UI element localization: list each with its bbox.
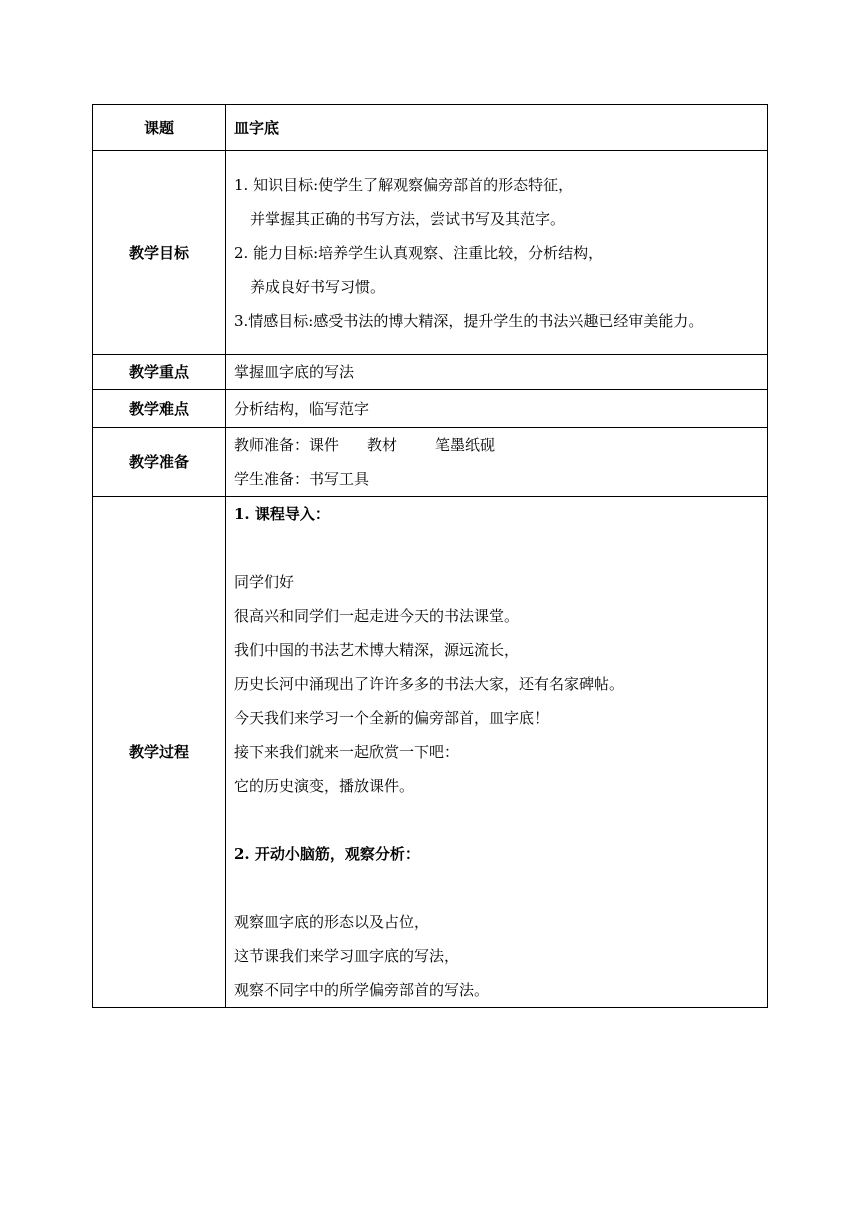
process-line: 观察皿字底的形态以及占位， [234, 913, 430, 931]
process-line: 同学们好 [234, 573, 295, 591]
process-line: 今天我们来学习一个全新的偏旁部首，皿字底！ [234, 709, 550, 727]
goals-label: 教学目标 [93, 151, 226, 355]
goal-line: 2. 能力目标:培养学生认真观察、注重比较，分析结构， [234, 243, 604, 262]
section-title: 2. 开动小脑筋，观察分析： [234, 845, 420, 863]
table-row [93, 428, 768, 497]
teacher-prep-item: 教师准备：课件 [234, 436, 340, 454]
difficulty-label: 教学难点 [93, 390, 226, 428]
process-content [226, 497, 768, 1008]
teacher-prep-item: 教材 [367, 436, 398, 454]
process-line: 我们中国的书法艺术博大精深，源远流长， [234, 641, 520, 659]
goal-line: 养成良好书写习惯。 [250, 277, 386, 296]
lesson-plan-table [92, 104, 768, 1008]
table-row [93, 355, 768, 390]
process-line: 很高兴和同学们一起走进今天的书法课堂。 [234, 607, 520, 625]
process-line: 接下来我们就来一起欣赏一下吧： [234, 743, 460, 761]
teacher-prep-item: 笔墨纸砚 [435, 436, 496, 454]
process-line: 它的历史演变，播放课件。 [234, 777, 415, 795]
process-line: 观察不同字中的所学偏旁部首的写法。 [234, 981, 490, 999]
table-row [93, 390, 768, 428]
goal-line: 并掌握其正确的书写方法，尝试书写及其范字。 [250, 209, 566, 228]
preparation-content [226, 428, 768, 497]
table-row [93, 151, 768, 355]
process-line: 这节课我们来学习皿字底的写法， [234, 947, 460, 965]
table-row [93, 105, 768, 151]
student-preparation: 学生准备：书写工具 [234, 470, 370, 488]
topic-value: 皿字底 [226, 105, 768, 151]
table-row [93, 497, 768, 1008]
key-point-value: 掌握皿字底的写法 [226, 355, 768, 390]
teacher-preparation [234, 428, 759, 462]
goals-content [226, 151, 768, 355]
key-point-label: 教学重点 [93, 355, 226, 390]
process-line: 历史长河中涌现出了许许多多的书法大家，还有名家碑帖。 [234, 675, 625, 693]
section-title: 1. 课程导入： [234, 505, 330, 523]
topic-label: 课题 [93, 105, 226, 151]
process-label: 教学过程 [93, 497, 226, 1008]
goal-line: 1. 知识目标:使学生了解观察偏旁部首的形态特征， [234, 175, 574, 194]
goal-line: 3.情感目标:感受书法的博大精深，提升学生的书法兴趣已经审美能力。 [234, 311, 704, 330]
difficulty-value: 分析结构，临写范字 [226, 390, 768, 428]
preparation-label: 教学准备 [93, 428, 226, 497]
